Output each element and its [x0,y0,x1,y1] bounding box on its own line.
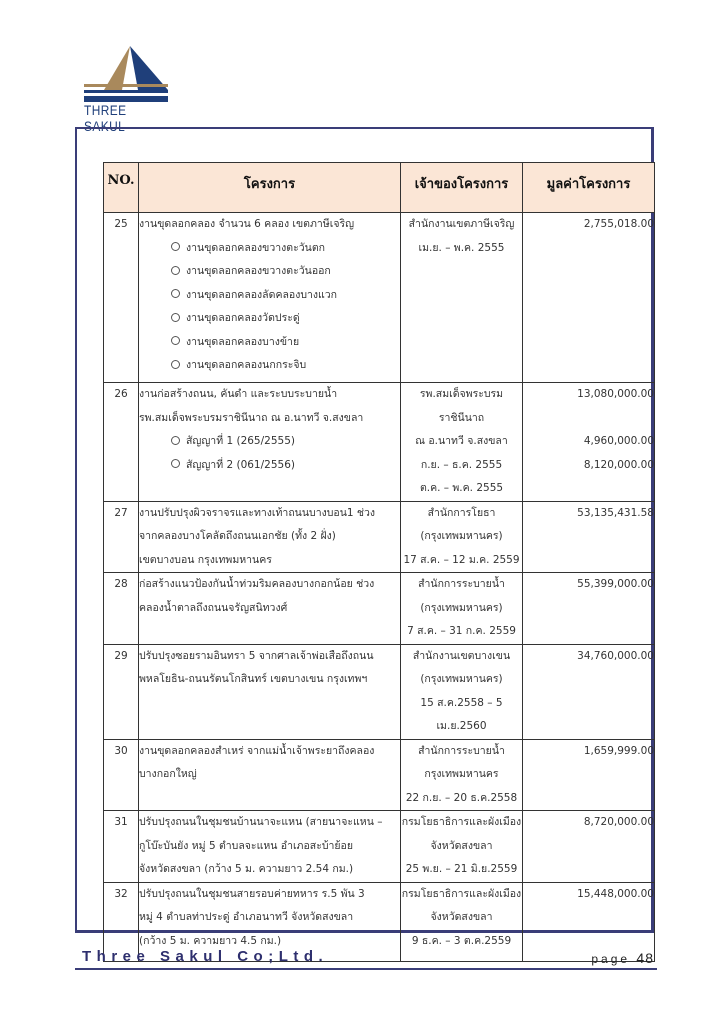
header-project: โครงการ [139,163,401,213]
sub-item-text: งานขุดลอกคลองนกกระจิบ [186,359,307,371]
sub-item-text: งานขุดลอกคลองขวางตะวันออก [186,265,331,277]
table-row [104,644,655,739]
sub-item [139,307,400,331]
owner-line: ก.ย. – ธ.ค. 2555 [420,458,503,471]
owner-cell [401,383,523,502]
footer-page-number [591,950,654,966]
sub-item [139,430,400,454]
page-number: 48 [636,950,654,966]
circle-bullet-icon [171,242,180,251]
owner-line: (กรุงเทพมหานคร) [420,673,503,685]
owner-line: 7 ส.ค. – 31 ก.ค. 2559 [407,625,516,637]
project-line: (กว้าง 5 ม. ความยาว 4.5 กม.) [139,934,282,947]
project-line: ก่อสร้างแนวป้องกันน้ำท่วมริมคลองบางกอกน้อย ช่วง [139,578,375,590]
owner-line: กรมโยธาธิการและผังเมือง [401,816,522,828]
project-line: ปรับปรุงซอยรามอินทรา 5 จากศาลเจ้าพ่อเสือถึงถนน [139,649,374,662]
owner-line: (กรุงเทพมหานคร) [420,601,503,614]
row-number: 29 [104,644,139,739]
owner-cell [401,882,523,961]
row-number: 27 [104,501,139,573]
header-no: NO. [104,163,139,213]
value-line [523,407,654,431]
sub-item-text: งานขุดลอกคลองขวางตะวันตก [186,241,325,254]
row-number: 26 [104,383,139,502]
owner-line: จังหวัดสงขลา [430,839,493,852]
project-line: งานขุดลอกคลอง จำนวน 6 คลอง เขตภาษีเจริญ [139,218,355,230]
project-cell [139,644,401,739]
table-header-row [104,163,655,213]
project-line: งานปรับปรุงผิวจราจรและทางเท้าถนนบางบอน1 ช่วง [139,506,376,519]
value-cell [523,501,655,573]
table-row [104,383,655,502]
owner-line: 25 พ.ย. – 21 มิ.ย.2559 [405,863,518,875]
value-cell [523,644,655,739]
circle-bullet-icon [171,289,180,298]
project-line: คลองน้ำตาลถึงถนนจรัญสนิทวงศ์ [139,601,288,614]
sub-item [139,454,400,478]
table-row [104,213,655,383]
sub-item-text: สัญญาที่ 1 (265/2555) [186,435,295,447]
value-cell [523,383,655,502]
owner-cell [401,739,523,811]
owner-line: สำนักการโยธา [427,506,496,519]
project-line: เขตบางบอน กรุงเทพมหานคร [139,553,272,566]
owner-line: ต.ค. – พ.ค. 2555 [419,482,504,494]
owner-line: สำนักงานเขตภาษีเจริญ [408,218,515,230]
owner-cell [401,213,523,383]
value-line: 13,080,000.00 [577,388,654,400]
sub-item [139,284,400,308]
row-number: 31 [104,811,139,883]
project-line: บางกอกใหญ่ [139,768,197,780]
project-line: งานก่อสร้างถนน, คันดำ และระบบระบายน้ำ [139,388,338,400]
value-line: 8,720,000.00 [583,816,654,828]
project-line: กูโบ๊ะบันยัง หมู่ 5 ตำบลจะแหน อำเภอสะบ้าย้อย [139,839,354,852]
table-row [104,739,655,811]
value-line: 53,135,431.58 [577,506,654,519]
value-line: 34,760,000.00 [577,649,654,662]
owner-line: จังหวัดสงขลา [430,911,493,923]
circle-bullet-icon [171,459,180,468]
owner-line: เม.ย. – พ.ค. 2555 [418,241,505,254]
project-line: งานขุดลอกคลองสำเหร่ จากแม่น้ำเจ้าพระยาถึงคลอง [139,744,375,757]
owner-line: สำนักงานเขตบางเขน [412,649,511,662]
project-cell [139,501,401,573]
project-line: ปรับปรุงถนนในชุมชนสายรอบค่ายทหาร ร.5 พัน 3 [139,887,365,900]
owner-line: สำนักการระบายน้ำ [418,744,505,757]
project-line: พหลโยธิน-ถนนรัตนโกสินทร์ เขตบางเขน กรุงเทพฯ [139,673,368,685]
circle-bullet-icon [171,436,180,445]
footer-rule [75,968,657,970]
value-cell [523,811,655,883]
header-value: มูลค่าโครงการ [523,163,655,213]
circle-bullet-icon [171,266,180,275]
sub-item [139,237,400,261]
owner-line: 17 ส.ค. – 12 ม.ค. 2559 [403,553,520,566]
sub-item-text: งานขุดลอกคลองบางข้าย [186,335,300,348]
circle-bullet-icon [171,360,180,369]
company-logo [82,44,177,134]
value-line: 1,659,999.00 [583,744,654,757]
value-line: 55,399,000.00 [577,578,654,590]
row-number: 32 [104,882,139,961]
owner-line: 9 ธ.ค. – 3 ต.ค.2559 [411,934,512,947]
page-label: page [591,952,631,966]
logo-text: THREE SAKUL [84,102,127,134]
footer-company-name: Three Sakul Co;Ltd. [82,948,329,965]
value-cell [523,739,655,811]
table-row [104,573,655,645]
owner-cell [401,644,523,739]
value-line: 2,755,018.00 [583,218,654,230]
circle-bullet-icon [171,313,180,322]
row-number: 28 [104,573,139,645]
project-line: รพ.สมเด็จพระบรมราชินีนาถ ณ อ.นาทวี จ.สงขลา [139,411,364,424]
row-number: 30 [104,739,139,811]
project-cell [139,811,401,883]
sub-item [139,331,400,355]
table-row [104,501,655,573]
header-owner: เจ้าของโครงการ [401,163,523,213]
project-cell [139,213,401,383]
owner-line: สำนักการระบายน้ำ [418,578,505,590]
table-row [104,811,655,883]
table-body [104,213,655,962]
circle-bullet-icon [171,336,180,345]
sub-item-text: สัญญาที่ 2 (061/2556) [186,458,295,471]
logo-mark-icon [82,44,177,104]
owner-line: ณ อ.นาทวี จ.สงขลา [415,435,508,447]
project-cell [139,739,401,811]
project-line: ปรับปรุงถนนในชุมชนบ้านนาจะแหน (สายนาจะแหน – [139,816,383,828]
sub-item [139,260,400,284]
owner-line: กรุงเทพมหานคร [424,768,499,780]
project-line: จังหวัดสงขลา (กว้าง 5 ม. ความยาว 2.54 กม.) [139,863,354,875]
project-line: หมู่ 4 ตำบลท่าประดู่ อำเภอนาทวี จังหวัดสงขลา [139,911,354,923]
owner-line: (กรุงเทพมหานคร) [420,530,503,542]
project-cell [139,573,401,645]
value-line: 15,448,000.00 [577,887,654,900]
owner-line: รพ.สมเด็จพระบรมราชินีนาถ [419,388,504,424]
owner-line: กรมโยธาธิการและผังเมือง [401,887,522,900]
value-line: 4,960,000.00 [583,435,654,447]
projects-table [103,162,655,962]
sub-item-text: งานขุดลอกคลองลัดคลองบางแวก [186,288,338,301]
sub-item [139,354,400,378]
project-line: จากคลองบางโคลัดถึงถนนเอกชัย (ทั้ง 2 ฝั่ง) [139,530,336,542]
owner-line: 22 ก.ย. – 20 ธ.ค.2558 [405,791,518,804]
value-line: 8,120,000.00 [583,458,654,471]
project-cell [139,383,401,502]
value-cell [523,213,655,383]
owner-cell [401,501,523,573]
owner-line: 15 ส.ค.2558 – 5 เม.ย.2560 [420,696,503,732]
value-cell [523,573,655,645]
owner-cell [401,811,523,883]
row-number: 25 [104,213,139,383]
owner-cell [401,573,523,645]
sub-item-text: งานขุดลอกคลองวัดประดู่ [186,312,300,324]
